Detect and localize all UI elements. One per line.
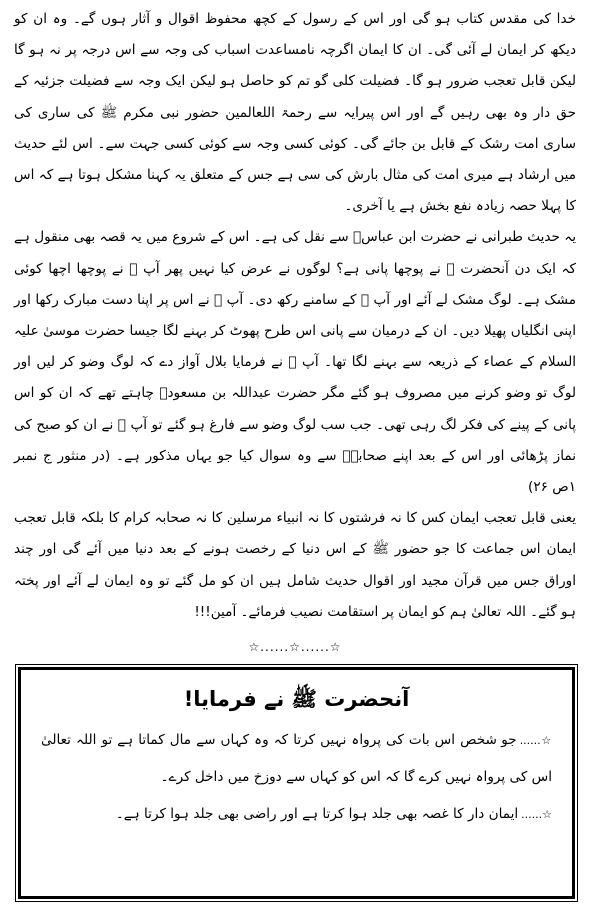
box-title: آنحضرت ﷺ نے فرمایا!: [183, 687, 410, 711]
section-separator: ☆......☆......☆: [248, 640, 342, 654]
box-item: [41, 722, 552, 796]
box-item-text: جو شخص اس بات کی پرواہ نہیں کرتا کہ وہ کہاں سے مال کماتا ہے تو اللہ تعالیٰ اس کی پرواہ نہیں کرے گا کہ اس کو کہاں سے دوزخ میں داخل کرے۔: [41, 732, 552, 785]
paragraph-2: یہ حدیث طبرانی نے حضرت ابن عباسؓ سے نقل کی ہے۔ اس کے شروع میں یہ قصہ بھی منقول ہے کہ ایک دن آنحضرت ﷺ نے پوچھا پانی ہے؟ لوگوں نے عرض کیا نہیں پھر آپ ﷺ نے پوچھا اچھا کوئی مشک ہے۔ لوگ مشک لے آئے اور آپ ﷺ کے سامنے رکھ دی۔ آپ ﷺ نے اس پر اپنا دست مبارک رکھا اور اپنی انگلیاں پھیلا دیں۔ ان کے درمیان سے پانی اس طرح پھوٹ کر بہنے لگا جیسا حضرت موسیٰ علیہ السلام کے عصاء کے ذریعہ سے بہنے لگا تھا۔ آپ ﷺ نے فرمایا بلال آواز دے کہ لوگ وضو کر لیں اور لوگ تو وضو کرنے میں مصروف ہو گئے مگر حضرت عبداللہ بن مسعودؓ چاہتے تھے کہ ان کو اس پانی کے پینے کی فکر لگ رہی تھی۔ جب سب لوگ وضو سے فارغ ہو گئے تو آپ ﷺ نے ان کو صبح کی نماز پڑھائی اور اس کے بعد اپنے صحابہؓ سے وہ سوال کیا جو یہاں مذکور ہے۔ (در منثور ج نمبر ۱ص ۲۶): [14, 229, 576, 496]
box-item: [41, 796, 552, 833]
star-icon: ☆......: [521, 808, 552, 821]
box-content: [21, 714, 572, 833]
box-item-text: ایمان دار کا غصہ بھی جلد ہوا کرتا ہے اور راضی بھی جلد ہوا کرتا ہے۔: [115, 806, 519, 822]
paragraph-3: یعنی قابل تعجب ایمان کس کا نہ فرشتوں کا نہ انبیاء مرسلین کا نہ صحابہ کرام کا بلکہ قابل تعجب ایمان اس جماعت کا جو حضور ﷺ کے اس دنیا کے رخصت ہونے کے بعد دنیا میں آئے گی اور چند اوراق جس میں قرآن مجید اور اقوال حدیث شامل ہیں ان کو مل گئے تو وہ ایمان لے آئے اور پختہ ہو گئے۔ اللہ تعالیٰ ہم کو ایمان پر استقامت نصیب فرمائے۔ آمین!!!: [14, 510, 576, 620]
hadith-box: [18, 667, 575, 899]
star-icon: ☆......: [519, 734, 552, 747]
body-text: [14, 4, 576, 628]
paragraph-1: خدا کی مقدس کتاب ہو گی اور اس کے رسول کے کچھ محفوظ اقوال و آثار ہوں گے۔ وہ ان کو دیکھ کر ایمان لے آئی گی۔ ان کا ایمان اگرچہ نامساعدت اسباب کی وجہ سے اس درجہ پر نہ ہو گا لیکن قابل تعجب ضرور ہو گا۔ فضیلت کلی گو تم کو حاصل ہو لیکن ایک وجہ سے فضیلت جزئیہ کے حق دار وہ بھی رہیں گے اور اس پیرایہ سے رحمۃ اللعالمین حضور نبی مکرم ﷺ کی ساری کی ساری امت رشک کے قابل بن جائے گی۔ کوئی کسی وجہ سے کوئی کسی جہت سے۔ اس لئے حدیث میں ارشاد ہے میری امت کی مثال بارش کی سی ہے جس کے متعلق یہ کہنا مشکل ہوتا ہے کہ اس کا پہلا حصہ زیادہ نفع بخش ہے یا آخری۔: [14, 11, 576, 215]
